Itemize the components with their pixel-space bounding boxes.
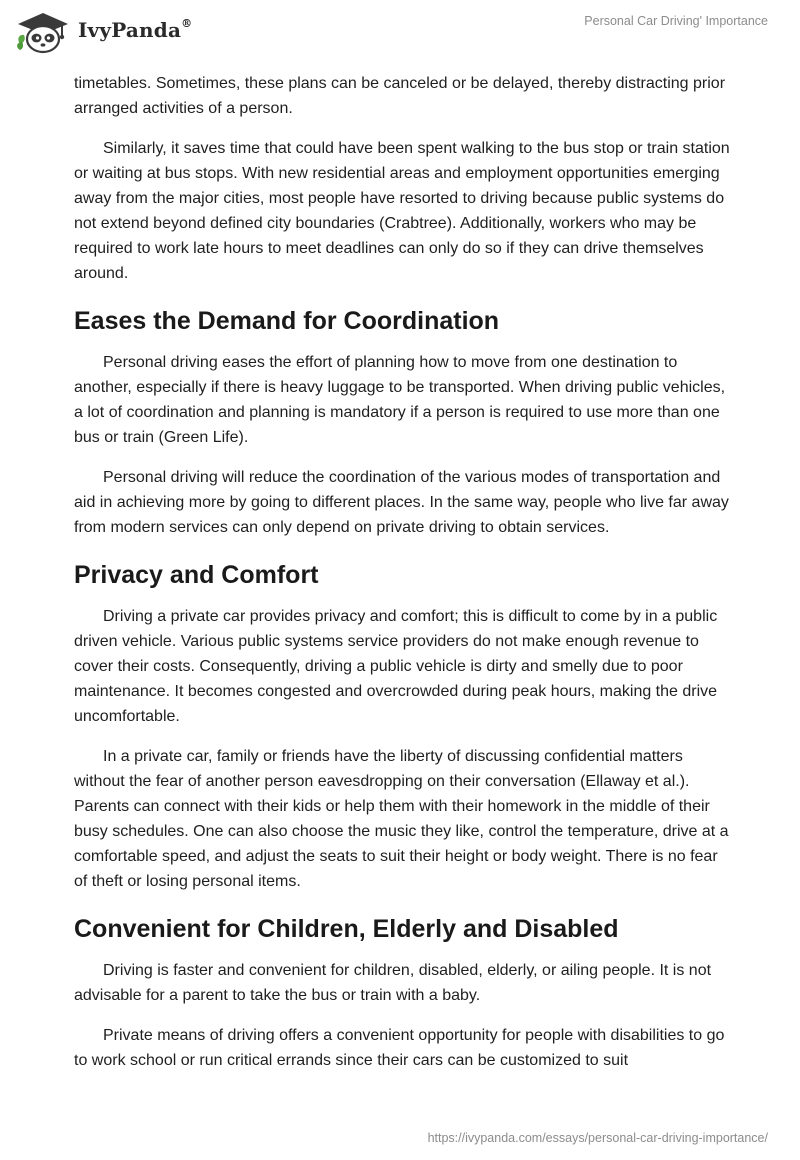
page-header — [0, 0, 800, 66]
section-heading-coordination: Eases the Demand for Coordination — [74, 307, 500, 335]
paragraph: Personal driving will reduce the coordination of the various modes of transportation and aid in achieving more by going to different places. In the same way, people who live far away from modern services can only depend on private driving to obtain services. — [74, 469, 729, 536]
section-heading-convenience: Convenient for Children, Elderly and Disabled — [74, 915, 619, 943]
paragraph: In a private car, family or friends have the liberty of discussing confidential matters without the fear of another person eavesdropping on their conversation (Ellaway et al.). Parents can connect with their kids or help them with their homework in the middle of their busy schedules. One can also choose the music they like, control the temperature, drive at a comfortable speed, and adjust the seats to suit their height or body weight. There is no fear of theft or losing personal items. — [74, 748, 729, 890]
essay-body — [74, 71, 730, 1073]
brand-logo[interactable] — [14, 8, 192, 54]
paragraph: Private means of driving offers a convenient opportunity for people with disabilities to go to work school or run critical errands since their cars can be customized to suit — [74, 1027, 725, 1069]
section-heading-privacy: Privacy and Comfort — [74, 561, 319, 589]
paragraph: Similarly, it saves time that could have been spent walking to the bus stop or train station or waiting at bus stops. With new residential areas and employment opportunities emerging away from the major cities, most people have resorted to driving because public systems do not extend beyond defined city boundaries (Crabtree). Additionally, workers who may be required to work late hours to meet deadlines can only do so if they can drive themselves around. — [74, 140, 730, 282]
paragraph: Driving is faster and convenient for children, disabled, elderly, or ailing people. It is not advisable for a parent to take the bus or train with a baby. — [74, 962, 712, 1004]
panda-graduation-cap-icon — [14, 8, 72, 54]
source-url[interactable]: https://ivypanda.com/essays/personal-car-driving-importance/ — [427, 1131, 768, 1145]
paragraph: Personal driving eases the effort of planning how to move from one destination to another, especially if there is heavy luggage to be transported. When driving public vehicles, a lot of coordination and planning is mandatory if a person is required to use more than one bus or train (Green Life). — [74, 354, 726, 446]
brand-name: IvyPanda® — [78, 17, 193, 42]
paragraph: timetables. Sometimes, these plans can be canceled or be delayed, thereby distracting prior arranged activities of a person. — [74, 75, 726, 117]
paragraph: Driving a private car provides privacy and comfort; this is difficult to come by in a public driven vehicle. Various public systems service providers do not make enough revenue to cover their costs. Consequently, driving a public vehicle is dirty and smelly due to poor maintenance. It becomes congested and overcrowded during peak hours, making the drive uncomfortable. — [74, 608, 718, 725]
document-title: Personal Car Driving' Importance — [584, 14, 768, 28]
registered-mark: ® — [181, 17, 193, 31]
